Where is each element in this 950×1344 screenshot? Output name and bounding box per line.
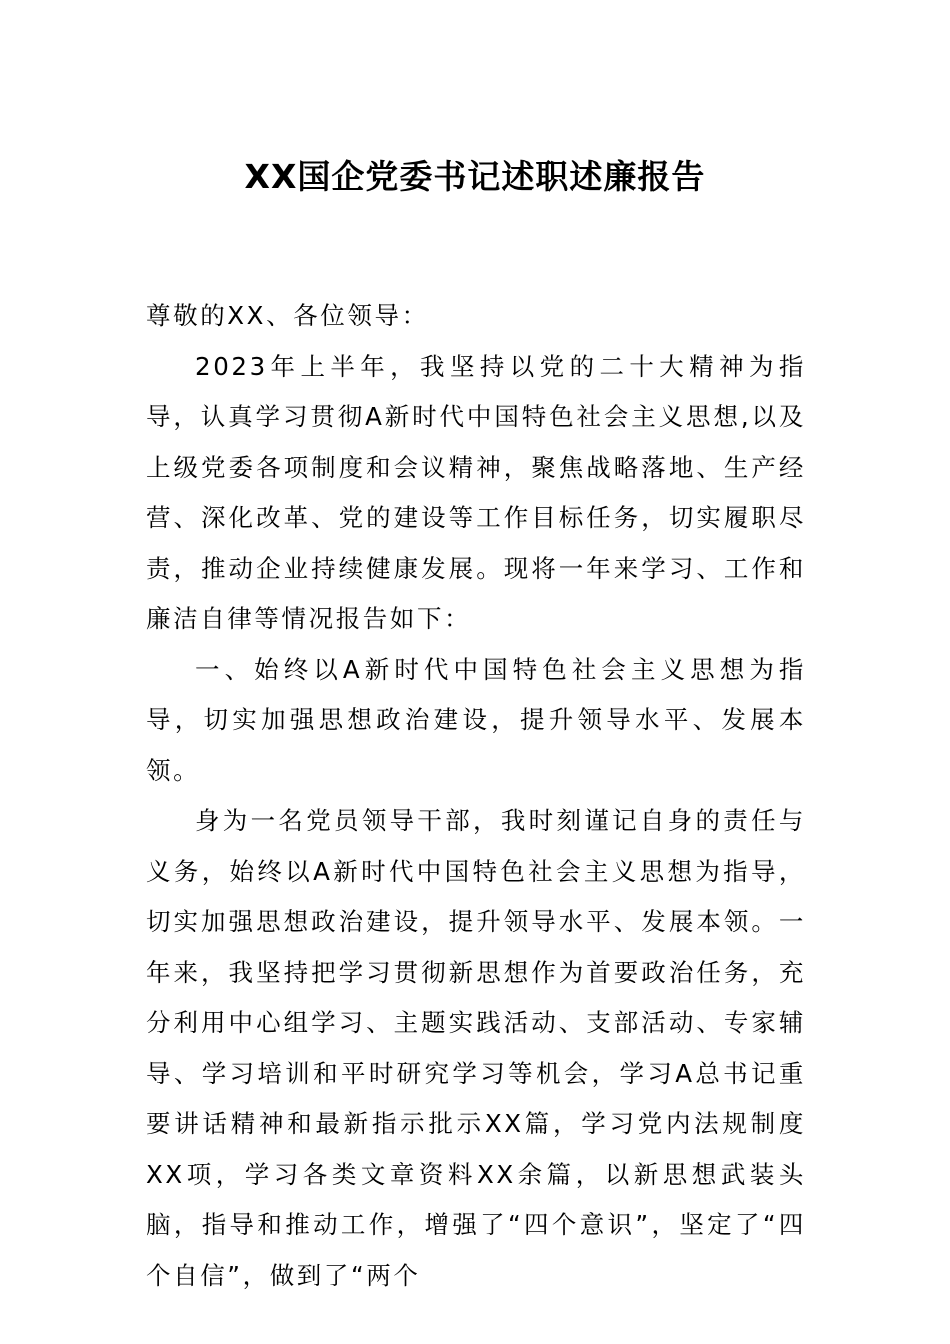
section-heading-1: 一、始终以A新时代中国特色社会主义思想为指导，切实加强思想政治建设，提升领导水平、发展本领。 [146,654,806,785]
salutation: 尊敬的XX、各位领导： [146,301,429,330]
paragraph-intro: 2023年上半年，我坚持以党的二十大精神为指导，认真学习贯彻A新时代中国特色社会主义思想,以及上级党委各项制度和会议精神，聚焦战略落地、生产经营、深化改革、党的建设等工作目标任务，切实履职尽责，推动企业持续健康发展。现将一年来学习、工作和廉洁自律等情况报告如下： [146,351,806,633]
paragraph-section-1-body: 身为一名党员领导干部，我时刻谨记自身的责任与义务，始终以A新时代中国特色社会主义思想为指导，切实加强思想政治建设，提升领导水平、发展本领。一年来，我坚持把学习贯彻新思想作为首要政治任务，充分利用中心组学习、主题实践活动、支部活动、专家辅导、学习培训和平时研究学习等机会，学习A总书记重要讲话精神和最新指示批示XX篇，学习党内法规制度XX项，学习各类文章资料XX余篇，以新思想武装头脑，指导和推动工作，增强了“四个意识”，坚定了“四个自信”，做到了“两个 [146,806,806,1290]
document-body [146,291,806,1301]
document-title: XX国企党委书记述职述廉报告 [244,157,706,196]
